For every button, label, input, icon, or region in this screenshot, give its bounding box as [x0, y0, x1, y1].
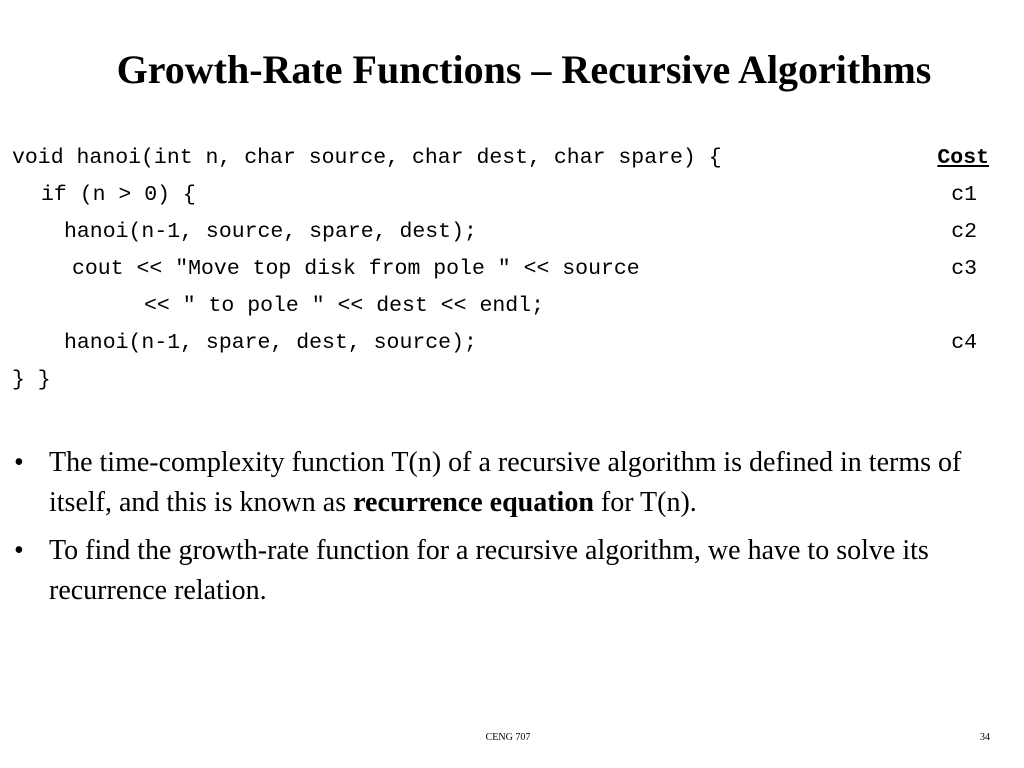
code-text: } } [12, 368, 51, 392]
code-line [12, 362, 992, 399]
code-line [12, 251, 992, 288]
code-text: if (n > 0) { [41, 183, 196, 207]
code-line [12, 177, 992, 214]
footer-page-number: 34 [980, 732, 990, 743]
bullet-list [12, 443, 990, 619]
code-block [12, 140, 992, 399]
bullet-icon: • [14, 447, 24, 478]
code-text: hanoi(n-1, spare, dest, source); [64, 331, 477, 355]
bullet-item [12, 531, 990, 611]
cost-value: c4 [951, 331, 977, 355]
footer-course: CENG 707 [485, 732, 531, 743]
bullet-icon: • [14, 535, 24, 566]
cost-value: c1 [951, 183, 977, 207]
code-line [12, 214, 992, 251]
code-text: << " to pole " << dest << endl; [144, 294, 544, 318]
code-text: hanoi(n-1, source, spare, dest); [64, 220, 477, 244]
slide-title: Growth-Rate Functions – Recursive Algorithms [116, 47, 932, 92]
code-line [12, 140, 992, 177]
code-text: void hanoi(int n, char source, char dest, char spare) { [12, 146, 722, 170]
code-text: cout << "Move top disk from pole " << source [72, 257, 640, 281]
bullet-text: The time-complexity function T(n) of a recursive algorithm is defined in terms of itself, and this is known as [49, 447, 962, 518]
code-line [12, 288, 992, 325]
bullet-text-end: for T(n). [593, 487, 697, 518]
bullet-bold-term: recurrence equation [353, 487, 594, 518]
cost-header: Cost [937, 146, 989, 170]
code-line [12, 325, 992, 362]
bullet-item [12, 443, 990, 523]
cost-value: c2 [951, 220, 977, 244]
bullet-text: To find the growth-rate function for a recursive algorithm, we have to solve its recurrence relation. [49, 535, 929, 606]
cost-value: c3 [951, 257, 977, 281]
